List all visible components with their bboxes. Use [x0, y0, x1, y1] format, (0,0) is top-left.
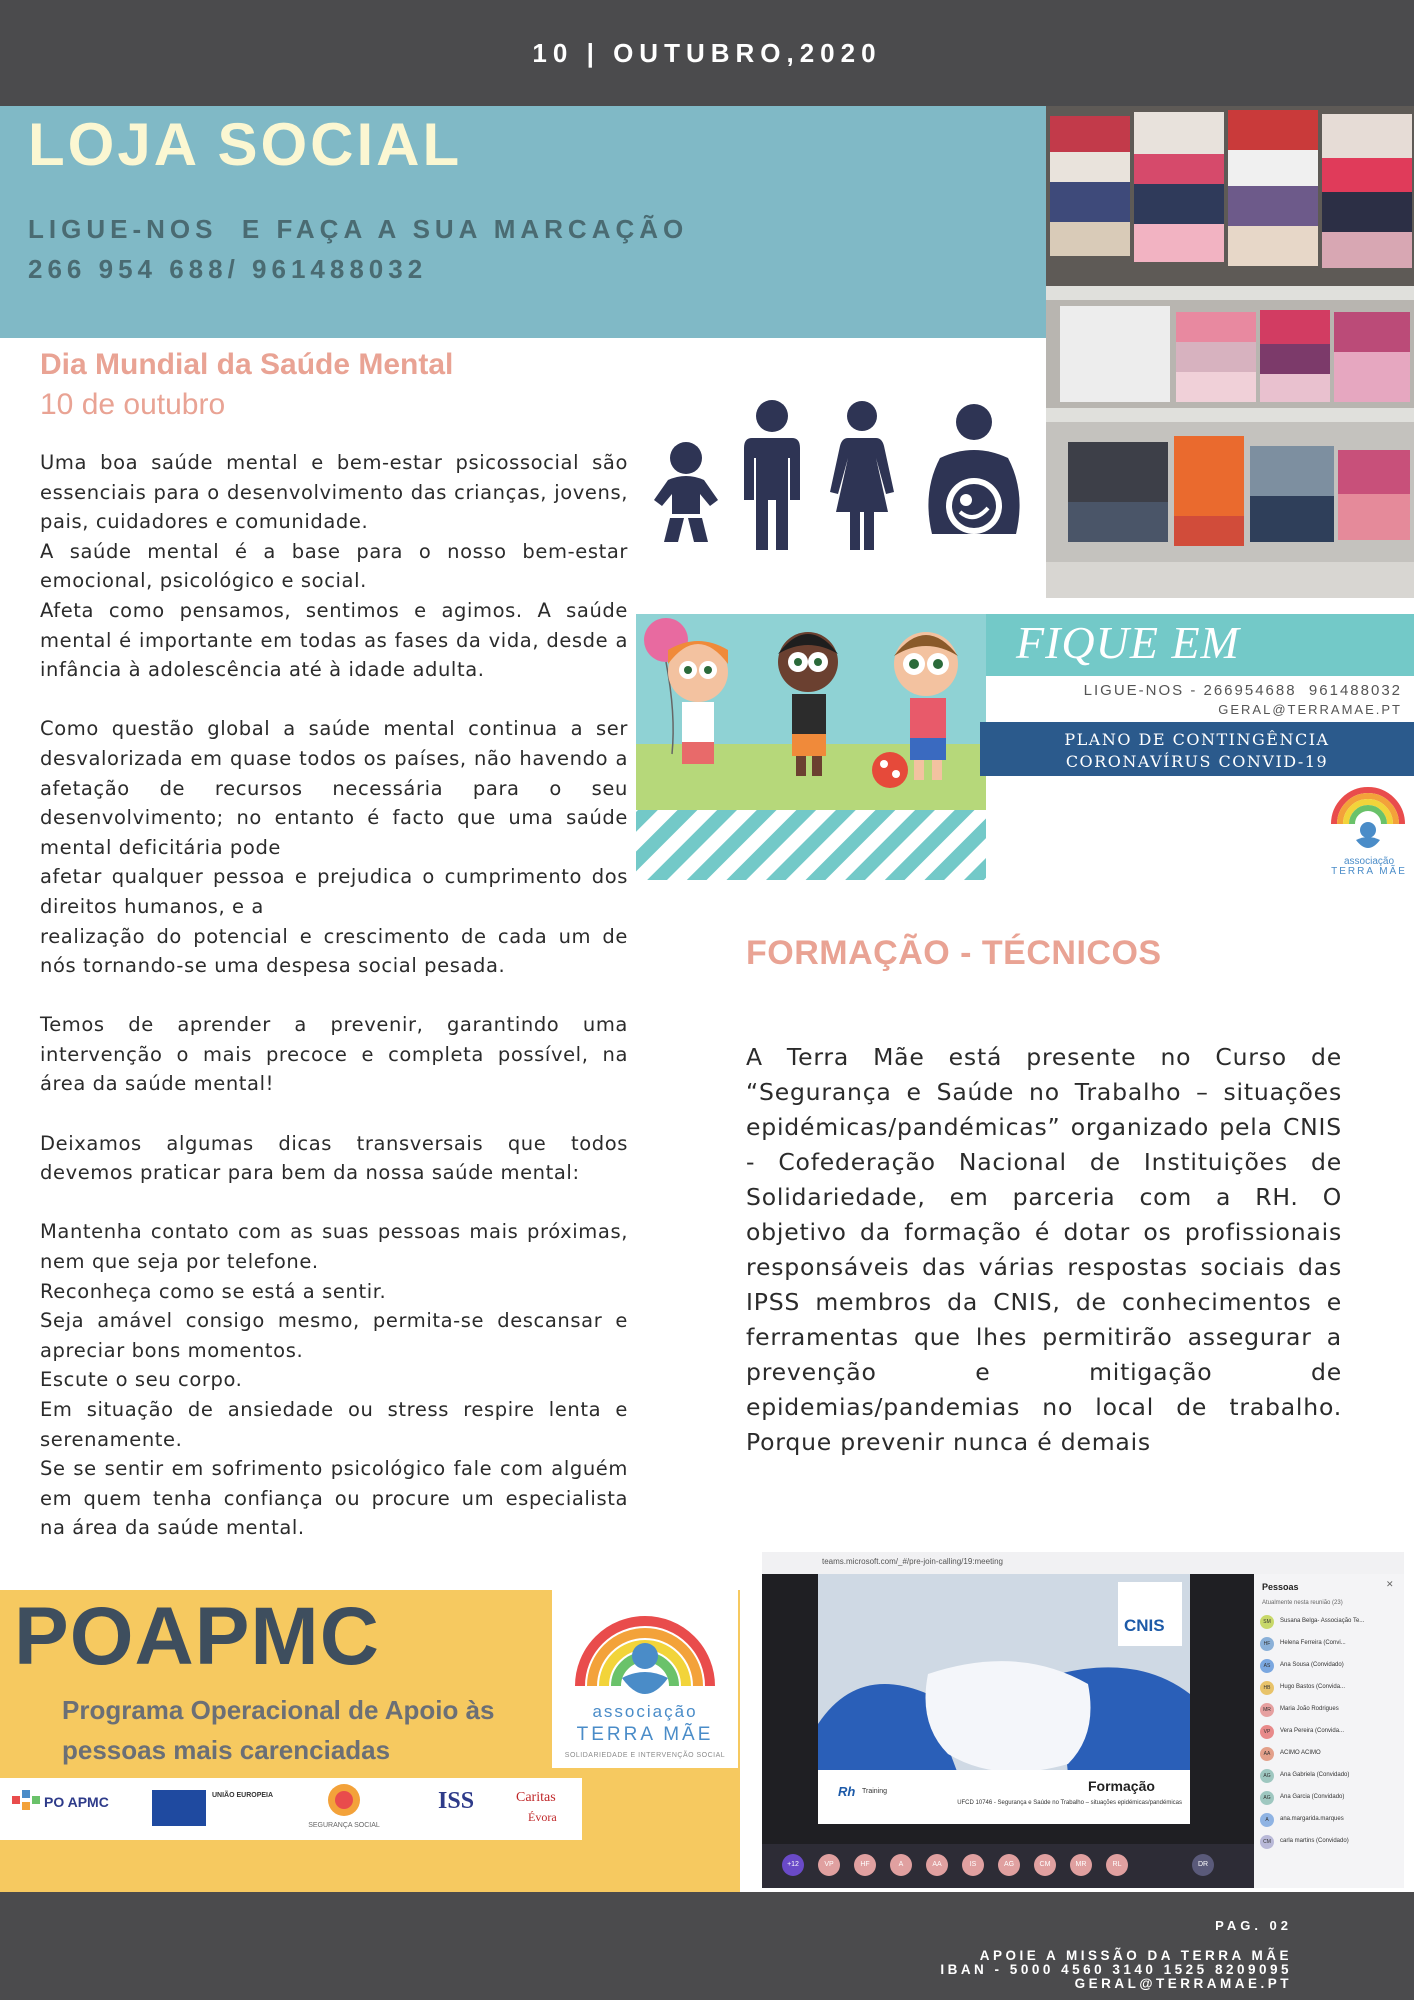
participant-bar	[762, 1844, 1254, 1888]
article-paragraph: realização do potencial e crescimento de cada um de nós tornando-se uma despesa social pesada.	[40, 924, 628, 978]
banner-plan-line-1: PLANO DE CONTINGÊNCIA	[1064, 730, 1330, 749]
participant-name: Helena Ferreira (Convi...	[1280, 1640, 1346, 1646]
baby-icon	[654, 442, 718, 542]
terra-mae-logo	[552, 1586, 738, 1768]
participant-row[interactable]	[1260, 1724, 1400, 1742]
participant-name: Ana Gabriela (Convidado)	[1280, 1772, 1350, 1778]
fique-em-casa-banner	[636, 614, 1414, 880]
caritas-logo	[508, 1784, 580, 1834]
people-panel	[1254, 1574, 1404, 1888]
partner-logos-strip	[0, 1778, 582, 1840]
avatar: HB	[1260, 1681, 1274, 1695]
man-icon	[744, 400, 800, 550]
participant-row[interactable]	[1260, 1658, 1400, 1676]
participant-avatar[interactable]: CM	[1034, 1854, 1056, 1876]
avatar: HF	[1260, 1637, 1274, 1651]
article-paragraph: afetar qualquer pessoa e prejudica o cumprimento dos direitos humanos, e a	[40, 865, 628, 918]
participant-avatar[interactable]: A	[890, 1854, 912, 1876]
participant-row[interactable]	[1260, 1834, 1400, 1852]
article-paragraph: Escute o seu corpo.	[40, 1368, 243, 1392]
iss-logo-text: ISS	[438, 1788, 475, 1814]
avatar: SM	[1260, 1615, 1274, 1629]
participant-name: Susana Belga- Associação Te...	[1280, 1618, 1365, 1624]
footer-email: GERAL@TERRAMAE.PT	[1074, 1976, 1292, 1991]
poapmc-small-logo	[8, 1786, 138, 1832]
participant-name: ACIMO ACIMO	[1280, 1750, 1321, 1756]
caritas-evora-text: Évora	[528, 1810, 557, 1824]
avatar: AS	[1260, 1659, 1274, 1673]
participant-row[interactable]	[1260, 1746, 1400, 1764]
avatar: AG	[1260, 1791, 1274, 1805]
participant-row[interactable]	[1260, 1812, 1400, 1830]
avatar: AG	[1260, 1769, 1274, 1783]
eu-logo-text: UNIÃO EUROPEIA	[212, 1792, 274, 1799]
banner-logo-line-1: associação	[1343, 856, 1395, 867]
participant-name: ana.margarida.marques	[1280, 1816, 1344, 1822]
participant-avatar[interactable]: RL	[1106, 1854, 1128, 1876]
participant-row[interactable]	[1260, 1636, 1400, 1654]
article-date: 10 de outubro	[40, 388, 226, 421]
browser-bar	[762, 1552, 1404, 1574]
cnis-logo-text: CNIS	[1124, 1616, 1165, 1635]
participant-name: Hugo Bastos (Convida...	[1280, 1684, 1346, 1690]
article-paragraph: Reconheça como se está a sentir.	[40, 1279, 387, 1303]
poapmc-subtitle	[62, 1690, 532, 1770]
participant-row[interactable]	[1260, 1702, 1400, 1720]
avatar: AA	[1260, 1747, 1274, 1761]
loja-social-subtitle: LIGUE-NOS E FAÇA A SUA MARCAÇÃO	[28, 214, 689, 244]
participant-name: Ana Sousa (Convidado)	[1280, 1662, 1344, 1668]
participant-avatar[interactable]: VP	[818, 1854, 840, 1876]
banner-plan-line-2: CORONAVÍRUS CONVID-19	[1065, 752, 1329, 771]
participant-row[interactable]	[1260, 1768, 1400, 1786]
participant-name: Vera Pereira (Convida...	[1280, 1728, 1345, 1734]
participant-name: Maria João Rodrigues	[1280, 1706, 1339, 1712]
browser-url: teams.microsoft.com/_#/pre-join-calling/19:meeting	[822, 1557, 1003, 1566]
page-number: PAG. 02	[1215, 1918, 1292, 1933]
banner-contact: LIGUE-NOS - 266954688 961488032	[1083, 682, 1402, 699]
logo-text-line-1: associação	[592, 1702, 698, 1721]
avatar: MR	[1260, 1703, 1274, 1717]
participant-avatar[interactable]: HF	[854, 1854, 876, 1876]
footer-iban: IBAN - 5000 4560 3140 1525 8209095	[940, 1962, 1292, 1977]
seguranca-social-logo	[296, 1780, 392, 1836]
loja-social-title: LOJA SOCIAL	[28, 111, 463, 178]
caritas-logo-text: Caritas	[516, 1790, 556, 1805]
article-body	[40, 448, 628, 1543]
poapmc-subtitle-line-1: Programa Operacional de Apoio às	[62, 1695, 495, 1725]
formacao-video-label: Formação	[1088, 1778, 1155, 1794]
participant-row[interactable]	[1260, 1680, 1400, 1698]
article-title: Dia Mundial da Saúde Mental	[40, 348, 454, 381]
article-paragraph: Em situação de ansiedade ou stress respire lenta e serenamente.	[40, 1398, 628, 1451]
participant-row[interactable]	[1260, 1790, 1400, 1808]
issue-date: 10 | OUTUBRO,2020	[532, 38, 882, 68]
cnis-logo	[1118, 1582, 1182, 1646]
participant-avatars	[782, 1854, 1222, 1878]
poapmc-small-logo-text: PO APMC	[44, 1794, 109, 1810]
family-icons	[640, 396, 1040, 558]
rh-logo-text: Rh	[838, 1784, 856, 1799]
participant-name: Ana Garcia (Convidado)	[1280, 1794, 1345, 1800]
loja-social-phones: 266 954 688/ 961488032	[28, 254, 428, 284]
article-paragraph: Uma boa saúde mental e bem-estar psicossocial são essenciais para o desenvolvimento das crianças, jovens, pais, cuidadores e comunidade.	[40, 451, 628, 534]
participant-avatar[interactable]: AA	[926, 1854, 948, 1876]
video-area	[818, 1574, 1190, 1824]
training-label: Training	[862, 1788, 888, 1795]
pregnant-icon	[928, 404, 1019, 534]
participant-avatar[interactable]: DR	[1192, 1854, 1214, 1876]
article-paragraph: Afeta como pensamos, sentimos e agimos. A saúde mental é importante em todas as fases da vida, desde a infância à adolescência até à idade adulta.	[40, 598, 628, 682]
participant-avatar[interactable]: AG	[998, 1854, 1020, 1876]
banner-headline: FIQUE EM CASA!!!	[1016, 617, 1240, 721]
formacao-title: FORMAÇÃO - TÉCNICOS	[746, 934, 1162, 972]
banner-logo-line-2: TERRA MÃE	[1331, 866, 1407, 877]
seguranca-social-text: SEGURANÇA SOCIAL	[308, 1822, 380, 1829]
participant-avatar[interactable]: MR	[1070, 1854, 1092, 1876]
article-paragraph: Mantenha contato com as suas pessoas mais próximas, nem que seja por telefone.	[40, 1220, 628, 1274]
avatar: A	[1260, 1813, 1274, 1827]
participant-row[interactable]	[1260, 1614, 1400, 1632]
article-paragraph: Seja amável consigo mesmo, permita-se descansar e apreciar bons momentos.	[40, 1309, 628, 1362]
participant-avatar[interactable]: +12	[782, 1854, 804, 1876]
banner-email: GERAL@TERRAMAE.PT	[1218, 702, 1402, 717]
people-panel-title: Pessoas	[1262, 1582, 1299, 1592]
article-paragraph: Se se sentir em sofrimento psicológico fale com alguém em quem tenha confiança ou procure um especialista na área da saúde mental.	[40, 1457, 628, 1540]
article-paragraph: Como questão global a saúde mental continua a ser desvalorizada em quase todos os países, não havendo a afetação de recursos necessária para o seu desenvolvimento; no entanto é facto que uma saúde mental deficitária pode	[40, 717, 628, 859]
woman-icon	[830, 401, 894, 550]
formacao-body: A Terra Mãe está presente no Curso de “Segurança e Saúde no Trabalho – situações epidémicas/pandémicas” organizado pela CNIS - Cofederação Nacional de Instituições de Solidariedade, em parceria com a RH. O objetivo da formação é dotar os profissionais responsáveis das várias respostas sociais das IPSS membros da CNIS, de conhecimentos e ferramentas que lhes permitirão assegurar a prevenção e mitigação de epidemias/pandemias no local de trabalho. Porque prevenir nunca é demais	[746, 1043, 1342, 1456]
poapmc-subtitle-line-2: pessoas mais carenciadas	[62, 1735, 391, 1765]
participant-avatar[interactable]: IS	[962, 1854, 984, 1876]
eu-logo	[152, 1786, 292, 1832]
footer-line-1: APOIE A MISSÃO DA TERRA MÃE	[979, 1948, 1292, 1963]
avatar: VP	[1260, 1725, 1274, 1739]
iss-logo	[402, 1784, 502, 1834]
article-paragraph: Deixamos algumas dicas transversais que todos devemos praticar para bem da nossa saúde mental:	[40, 1131, 628, 1185]
participant-name: carla martins (Convidado)	[1280, 1838, 1349, 1844]
close-icon[interactable]: ✕	[1386, 1580, 1394, 1590]
logo-text-line-3: SOLIDARIEDADE E INTERVENÇÃO SOCIAL	[564, 1752, 726, 1759]
article-paragraph: A saúde mental é a base para o nosso bem-estar emocional, psicológico e social.	[40, 539, 628, 593]
ufcd-label: UFCD 10746 - Segurança e Saúde no Trabalho – situações epidémicas/pandémicas	[957, 1800, 1182, 1806]
people-panel-section: Atualmente nesta reunião (23)	[1262, 1600, 1343, 1606]
avatar: CM	[1260, 1835, 1274, 1849]
logo-text-line-2: TERRA MÃE	[576, 1724, 714, 1745]
article-paragraph: Temos de aprender a prevenir, garantindo uma intervenção o mais precoce e completa possível, na área da saúde mental!	[40, 1013, 628, 1096]
wardrobe-photo	[1046, 106, 1414, 598]
teams-meeting-screenshot	[762, 1552, 1404, 1888]
poapmc-title: POAPMC	[14, 1591, 380, 1682]
